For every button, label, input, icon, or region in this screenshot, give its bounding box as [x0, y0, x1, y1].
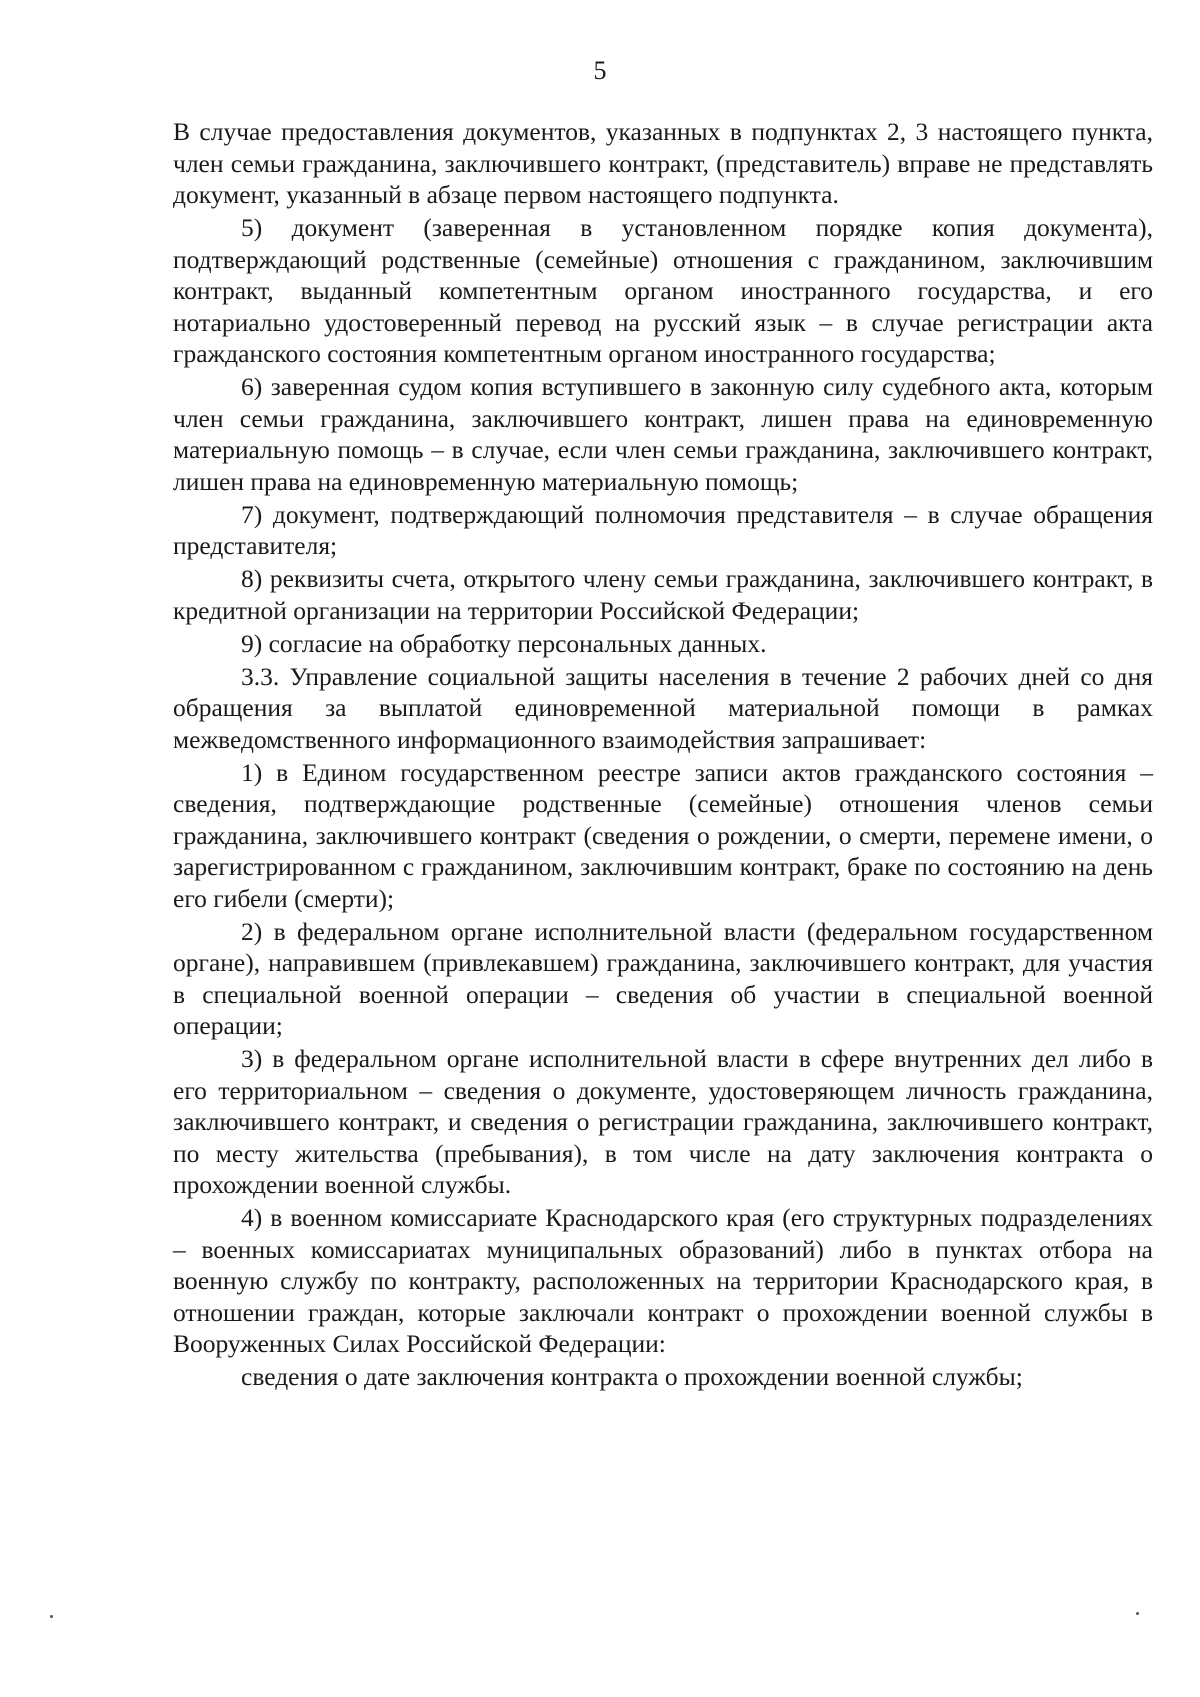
page-number: 5 [593, 56, 607, 85]
paragraph-item-8: 8) реквизиты счета, открытого члену семьи гражданина, заключившего контракт, в кредитной организации на территории Российской Федерации; [173, 564, 1153, 625]
paragraph-item-9: 9) согласие на обработку персональных данных. [241, 628, 767, 658]
paragraph-request-3: 3) в федеральном органе исполнительной власти в сфере внутренних дел либо в его территориальном – сведения о документе, удостоверяющем личность гражданина, заключившего контракт, и сведения о регистрации гражданина, заключившего контракт, по месту жительства (пребывания), в том числе на дату заключения контракта о прохождении военной службы. [173, 1044, 1153, 1199]
paragraph-documents-note: В случае предоставления документов, указанных в подпунктах 2, 3 настоящего пункта, член семьи гражданина, заключившего контракт, (представитель) вправе не представлять документ, указанный в абзаце первом настоящего подпункта. [173, 117, 1153, 209]
scan-speck [1136, 1612, 1139, 1615]
paragraph-section-3-3: 3.3. Управление социальной защиты населения в течение 2 рабочих дней со дня обращения за выплатой единовременной материальной помощи в рамках межведомственного информационного взаимодействия запрашивает: [173, 661, 1153, 754]
paragraph-request-2: 2) в федеральном органе исполнительной власти (федеральном государственном органе), направившем (привлекавшем) гражданина, заключившего контракт, для участия в специальной военной операции – сведения об участии в специальной военной операции; [173, 916, 1153, 1040]
paragraph-request-4: 4) в военном комиссариате Краснодарского края (его структурных подразделениях – военных комиссариатах муниципальных образований) либо в пунктах отбора на военную службу по контракту, расположенных на территории Краснодарского края, в отношении граждан, которые заключали контракт о прохождении военной службы в Вооруженных Силах Российской Федерации: [173, 1203, 1153, 1358]
scan-speck [50, 1615, 53, 1618]
paragraph-item-7: 7) документ, подтверждающий полномочия представителя – в случае обращения представителя; [173, 499, 1153, 560]
paragraph-contract-date: сведения о дате заключения контракта о прохождении военной службы; [241, 1362, 1023, 1391]
paragraph-request-1: 1) в Едином государственном реестре записи актов гражданского состояния – сведения, подтверждающие родственные (семейные) отношения членов семьи гражданина, заключившего контракт (сведения о рождении, о смерти, перемене имени, о зарегистрированном с гражданином, заключившим контракт, браке по состоянию на день его гибели (смерти); [173, 757, 1153, 913]
paragraph-item-5: 5) документ (заверенная в установленном порядке копия документа), подтверждающий родственные (семейные) отношения с гражданином, заключившим контракт, выданный компетентным органом иностранного государства, и его нотариально удостоверенный перевод на русский язык – в случае регистрации акта гражданского состояния компетентным органом иностранного государства; [173, 213, 1153, 368]
document-body [173, 116, 1153, 1394]
paragraph-item-6: 6) заверенная судом копия вступившего в законную силу судебного акта, которым член семьи гражданина, заключившего контракт, лишен права на единовременную материальную помощь – в случае, если член семьи гражданина, заключившего контракт, лишен права на единовременную материальную помощь; [173, 372, 1153, 496]
